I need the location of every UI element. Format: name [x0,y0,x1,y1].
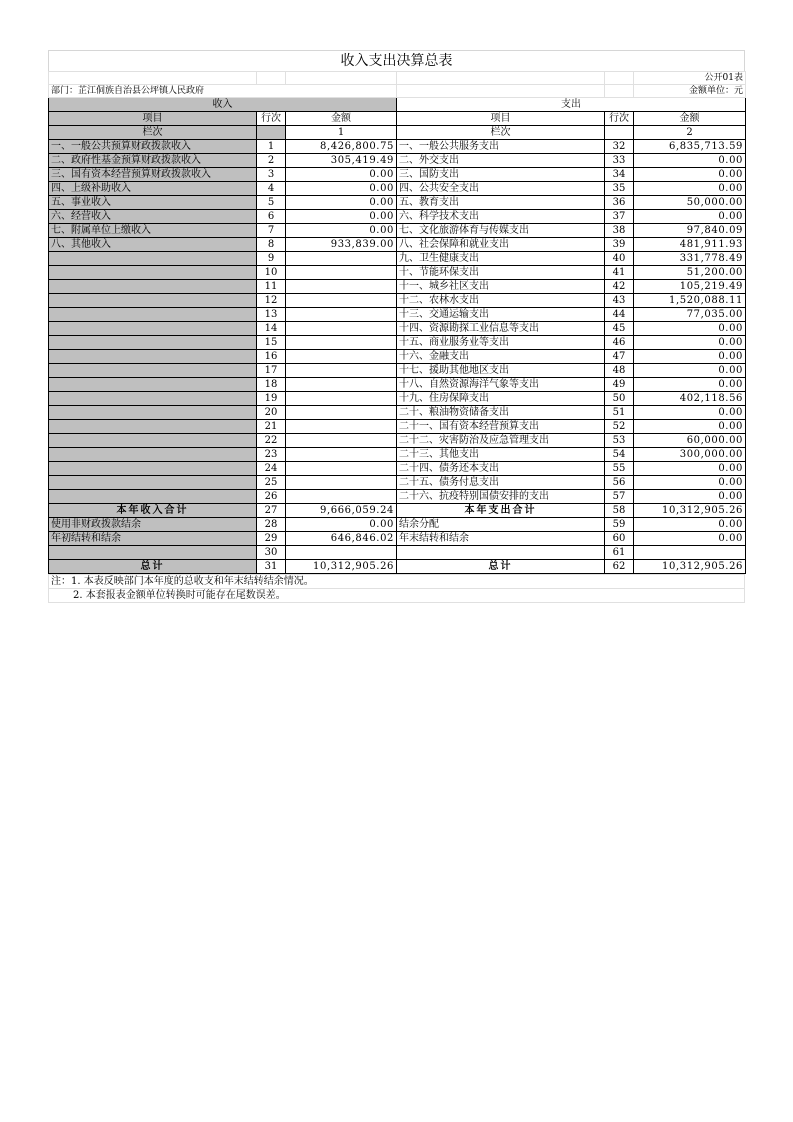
income-amount [286,280,397,294]
expense-line-no: 42 [605,280,634,294]
income-amount [286,490,397,504]
table-row [49,140,746,154]
expense-amount: 77,035.00 [634,308,746,322]
income-amount [286,364,397,378]
expense-item: 十五、商业服务业等支出 [397,336,605,350]
income-amount [286,392,397,406]
income-item: 总计 [49,560,257,574]
expense-amount: 0.00 [634,182,746,196]
expense-amount: 300,000.00 [634,448,746,462]
table-row [49,196,746,210]
income-amount-header: 金额 [286,112,397,126]
table-row [49,280,746,294]
year-total-row [49,504,746,518]
income-line-no: 23 [257,448,286,462]
expense-item: 五、教育支出 [397,196,605,210]
notes-table [48,574,745,603]
expense-section-header: 支出 [397,98,746,112]
expense-line-no: 48 [605,364,634,378]
income-amount: 8,426,800.75 [286,140,397,154]
income-line-no: 11 [257,280,286,294]
expense-item: 二、外交支出 [397,154,605,168]
income-line-no: 18 [257,378,286,392]
income-item [49,476,257,490]
expense-item: 十二、农林水支出 [397,294,605,308]
income-line-no: 3 [257,168,286,182]
income-item [49,546,257,560]
income-line-no: 13 [257,308,286,322]
income-item [49,350,257,364]
expense-line-no: 54 [605,448,634,462]
table-row [49,322,746,336]
table-row [49,238,746,252]
income-item: 四、上级补助收入 [49,182,257,196]
expense-line-no: 58 [605,504,634,518]
income-line-no: 21 [257,420,286,434]
income-item [49,364,257,378]
expense-item [397,546,605,560]
table-row [49,266,746,280]
expense-item: 二十六、抗疫特别国债安排的支出 [397,490,605,504]
expense-amount: 0.00 [634,210,746,224]
expense-item: 结余分配 [397,518,605,532]
income-line-no: 2 [257,154,286,168]
table-row [49,532,746,546]
note-row-1 [49,575,745,589]
income-amount [286,406,397,420]
income-item: 二、政府性基金预算财政拨款收入 [49,154,257,168]
expense-amount: 481,911.93 [634,238,746,252]
income-line-no: 6 [257,210,286,224]
expense-item: 十、节能环保支出 [397,266,605,280]
table-row [49,154,746,168]
income-item: 使用非财政拨款结余 [49,518,257,532]
income-item [49,266,257,280]
note-2: 2. 本套报表金额单位转换时可能存在尾数误差。 [49,589,745,603]
expense-amount: 0.00 [634,336,746,350]
expense-line-no: 46 [605,336,634,350]
income-item: 一、一般公共预算财政拨款收入 [49,140,257,154]
expense-line-no: 40 [605,252,634,266]
expense-amount-header: 金额 [634,112,746,126]
income-line-no: 4 [257,182,286,196]
expense-line-no: 36 [605,196,634,210]
income-item [49,434,257,448]
table-row [49,420,746,434]
income-line-no: 28 [257,518,286,532]
expense-line-no: 57 [605,490,634,504]
expense-line-no: 39 [605,238,634,252]
income-amount: 10,312,905.26 [286,560,397,574]
expense-line-no: 62 [605,560,634,574]
expense-amount: 0.00 [634,350,746,364]
expense-line-no: 56 [605,476,634,490]
expense-amount: 51,200.00 [634,266,746,280]
income-line-no: 31 [257,560,286,574]
expense-item: 四、公共安全支出 [397,182,605,196]
income-line-no: 12 [257,294,286,308]
income-item [49,252,257,266]
expense-line-no: 35 [605,182,634,196]
expense-amount: 0.00 [634,462,746,476]
table-row [49,294,746,308]
income-column-number: 1 [286,126,397,140]
income-line-no: 30 [257,546,286,560]
expense-item: 二十一、国有资本经营预算支出 [397,420,605,434]
income-amount: 0.00 [286,210,397,224]
income-item: 三、国有资本经营预算财政拨款收入 [49,168,257,182]
note-row-2 [49,589,745,603]
expense-item: 三、国防支出 [397,168,605,182]
expense-item: 九、卫生健康支出 [397,252,605,266]
table-row [49,350,746,364]
income-item: 五、事业收入 [49,196,257,210]
expense-item: 二十五、债务付息支出 [397,476,605,490]
income-line-no: 24 [257,462,286,476]
income-item-header: 项目 [49,112,257,126]
expense-item: 十七、援助其他地区支出 [397,364,605,378]
income-column-label: 栏次 [49,126,257,140]
table-row [49,448,746,462]
expense-amount: 50,000.00 [634,196,746,210]
income-line-no: 19 [257,392,286,406]
income-amount [286,476,397,490]
expense-amount: 0.00 [634,420,746,434]
income-amount [286,308,397,322]
report-sheet [48,50,745,603]
expense-item: 二十、粮油物资储备支出 [397,406,605,420]
income-section-header: 收入 [49,98,397,112]
table-row [49,308,746,322]
income-line-no: 25 [257,476,286,490]
expense-amount: 105,219.49 [634,280,746,294]
income-amount [286,434,397,448]
table-row [49,252,746,266]
income-item [49,336,257,350]
expense-amount: 0.00 [634,378,746,392]
expense-line-no: 45 [605,322,634,336]
expense-item-header: 项目 [397,112,605,126]
income-line-no: 5 [257,196,286,210]
expense-amount: 60,000.00 [634,434,746,448]
expense-item: 二十三、其他支出 [397,448,605,462]
income-amount: 0.00 [286,168,397,182]
expense-line-no: 44 [605,308,634,322]
income-line-no: 15 [257,336,286,350]
income-item: 本年收入合计 [49,504,257,518]
income-item [49,448,257,462]
table-row [49,336,746,350]
income-amount [286,420,397,434]
expense-amount: 331,778.49 [634,252,746,266]
table-row [49,518,746,532]
income-item [49,392,257,406]
expense-item: 十八、自然资源海洋气象等支出 [397,378,605,392]
income-line-no: 14 [257,322,286,336]
income-amount: 646,846.02 [286,532,397,546]
unit-label: 金额单位：元 [634,85,746,98]
form-number: 公开01表 [634,72,746,85]
expense-amount: 97,840.09 [634,224,746,238]
income-item [49,462,257,476]
income-line-no: 1 [257,140,286,154]
income-item: 年初结转和结余 [49,532,257,546]
expense-amount: 0.00 [634,476,746,490]
income-line-no: 16 [257,350,286,364]
income-amount: 933,839.00 [286,238,397,252]
expense-item: 八、社会保障和就业支出 [397,238,605,252]
form-number-row [49,72,746,85]
income-line-no: 26 [257,490,286,504]
expense-item: 二十二、灾害防治及应急管理支出 [397,434,605,448]
income-amount: 0.00 [286,518,397,532]
expense-line-no: 34 [605,168,634,182]
income-amount [286,378,397,392]
table-row [49,364,746,378]
income-item [49,378,257,392]
expense-amount: 10,312,905.26 [634,504,746,518]
income-item [49,308,257,322]
expense-item: 十四、资源勘探工业信息等支出 [397,322,605,336]
expense-line-no: 38 [605,224,634,238]
income-amount [286,336,397,350]
expense-amount: 402,118.56 [634,392,746,406]
grand-total-row [49,560,746,574]
income-amount [286,252,397,266]
expense-item: 一、一般公共服务支出 [397,140,605,154]
expense-line-no: 61 [605,546,634,560]
expense-item: 年末结转和结余 [397,532,605,546]
table-row [49,378,746,392]
expense-line-no: 53 [605,434,634,448]
table-row [49,476,746,490]
income-item: 七、附属单位上缴收入 [49,224,257,238]
table-row [49,462,746,476]
expense-amount: 0.00 [634,322,746,336]
expense-amount [634,546,746,560]
income-line-no: 8 [257,238,286,252]
expense-line-no: 52 [605,420,634,434]
expense-amount: 0.00 [634,364,746,378]
expense-line-no: 41 [605,266,634,280]
expense-amount: 0.00 [634,154,746,168]
income-line-no: 20 [257,406,286,420]
table-row [49,168,746,182]
income-amount: 305,419.49 [286,154,397,168]
income-amount [286,294,397,308]
expense-item: 二十四、债务还本支出 [397,462,605,476]
expense-line-no: 50 [605,392,634,406]
expense-line-no: 60 [605,532,634,546]
income-item: 八、其他收入 [49,238,257,252]
income-line-no: 27 [257,504,286,518]
table-row [49,182,746,196]
income-line-header: 行次 [257,112,286,126]
expense-line-no: 33 [605,154,634,168]
income-amount [286,462,397,476]
table-row [49,210,746,224]
expense-line-no: 55 [605,462,634,476]
section-header-row [49,98,746,112]
income-line-no: 10 [257,266,286,280]
expense-amount: 0.00 [634,490,746,504]
expense-item: 本年支出合计 [397,504,605,518]
income-line-no: 22 [257,434,286,448]
expense-column-label: 栏次 [397,126,605,140]
expense-item: 十九、住房保障支出 [397,392,605,406]
note-1: 注：1. 本表反映部门本年度的总收支和年末结转结余情况。 [49,575,745,589]
income-amount [286,266,397,280]
income-amount: 0.00 [286,224,397,238]
income-line-no: 17 [257,364,286,378]
expense-item: 总计 [397,560,605,574]
expense-line-no: 43 [605,294,634,308]
column-header-row [49,112,746,126]
expense-item: 十一、城乡社区支出 [397,280,605,294]
income-item [49,420,257,434]
expense-item: 十六、金融支出 [397,350,605,364]
expense-line-header: 行次 [605,112,634,126]
department-row [49,85,746,98]
expense-amount: 10,312,905.26 [634,560,746,574]
column-index-row [49,126,746,140]
income-amount: 9,666,059.24 [286,504,397,518]
income-item [49,490,257,504]
expense-item: 七、文化旅游体育与传媒支出 [397,224,605,238]
table-row [49,546,746,560]
expense-line-no: 37 [605,210,634,224]
report-title: 收入支出决算总表 [48,50,745,71]
income-line-no: 7 [257,224,286,238]
department-label: 部门：芷江侗族自治县公坪镇人民政府 [49,85,397,98]
expense-amount: 0.00 [634,406,746,420]
expense-item: 十三、交通运输支出 [397,308,605,322]
income-item [49,322,257,336]
income-amount [286,546,397,560]
income-expense-table [48,71,746,574]
table-row [49,224,746,238]
expense-item: 六、科学技术支出 [397,210,605,224]
expense-line-no: 32 [605,140,634,154]
expense-amount: 1,520,088.11 [634,294,746,308]
table-row [49,392,746,406]
expense-line-no: 51 [605,406,634,420]
income-line-no: 29 [257,532,286,546]
income-amount: 0.00 [286,182,397,196]
table-row [49,406,746,420]
expense-line-no: 59 [605,518,634,532]
expense-amount: 0.00 [634,168,746,182]
income-amount: 0.00 [286,196,397,210]
expense-line-no: 47 [605,350,634,364]
income-item [49,294,257,308]
income-item: 六、经营收入 [49,210,257,224]
expense-column-number: 2 [634,126,746,140]
expense-line-no: 49 [605,378,634,392]
table-row [49,434,746,448]
expense-amount: 0.00 [634,532,746,546]
income-amount [286,322,397,336]
expense-amount: 0.00 [634,518,746,532]
table-row [49,490,746,504]
income-line-no: 9 [257,252,286,266]
income-item [49,280,257,294]
income-amount [286,350,397,364]
expense-amount: 6,835,713.59 [634,140,746,154]
income-amount [286,448,397,462]
income-item [49,406,257,420]
